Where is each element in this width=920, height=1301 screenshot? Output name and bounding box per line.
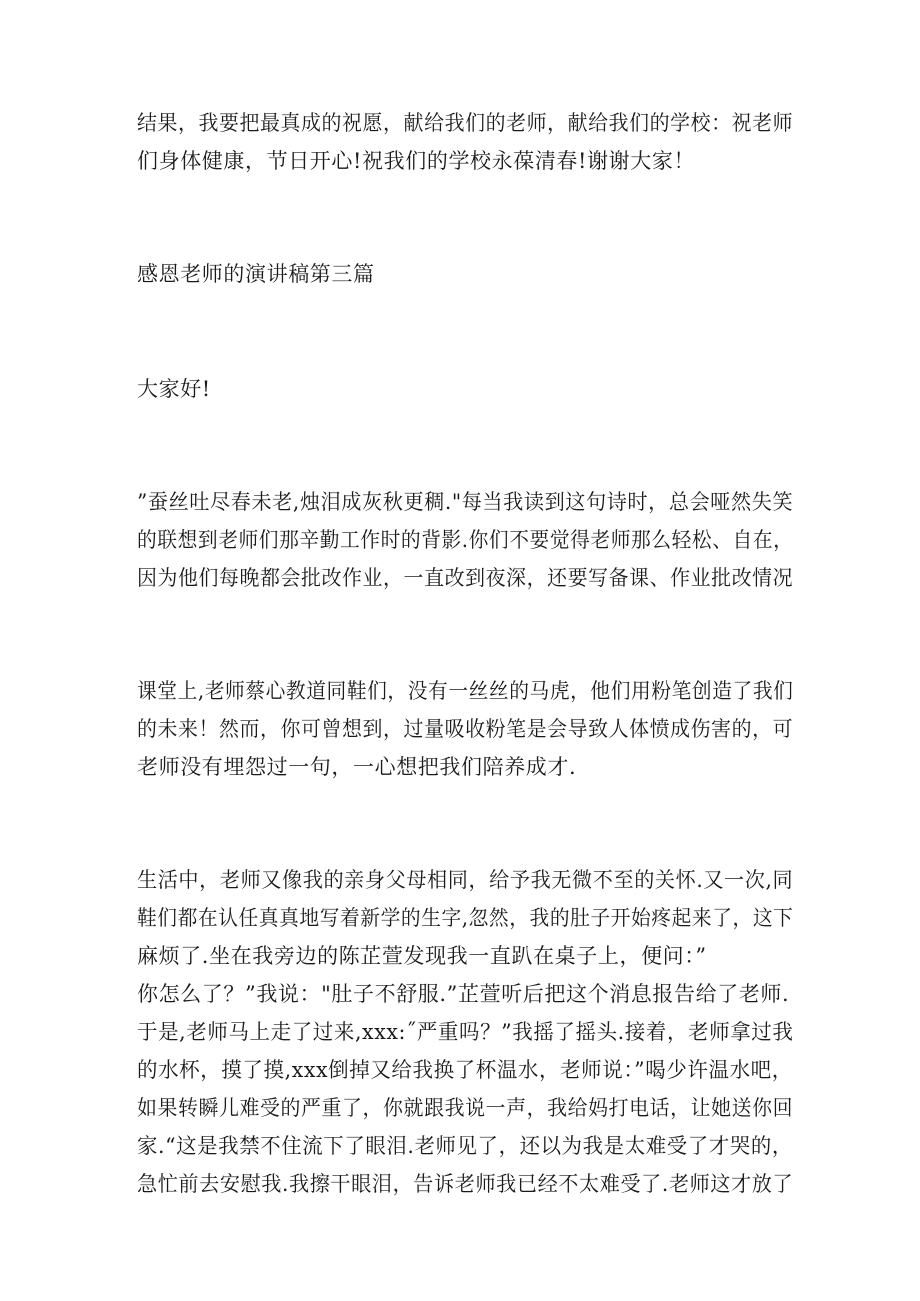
section-heading: 感恩老师的演讲稿第三篇	[137, 262, 375, 286]
text-line: 因为他们每晚都会批改作业，一直改到夜深，还要写备课、作业批改情况	[137, 566, 794, 590]
text-line: 的未来！然而，你可曾想到，过量吸收粉笔是会导致人体愤成伤害的，可	[137, 717, 794, 741]
text-line: 课堂上,老师蔡心教道同鞋们，没有一丝丝的马虎，他们用粉笔创造了我们	[137, 679, 794, 703]
greeting: 大家好!	[137, 377, 211, 401]
text-line: 老师没有埋怨过一句，一心想把我们陪养成才.	[137, 755, 577, 779]
text-line: 家.“这是我禁不住流下了眼泪.老师见了，还以为我是太难受了才哭的，	[137, 1134, 793, 1158]
text-line: 如果转瞬儿难受的严重了，你就跟我说一声，我给妈打电话，让她送你回	[137, 1096, 794, 1120]
text-line: 急忙前去安慰我.我擦干眼泪，告诉老师我已经不太难受了.老师这才放了	[137, 1172, 794, 1196]
text-line: 你怎么了？”我说："肚子不舒服.”芷萱听后把这个消息报告给了老师.	[137, 982, 790, 1006]
text-line: 于是,老师马上走了过来,xxx:˝严重吗？”我摇了摇头.接着，老师拿过我	[137, 1020, 794, 1044]
text-line: 鞋们都在认任真真地写着新学的生字,忽然，我的肚子开始疼起来了，这下	[137, 906, 794, 930]
text-line: 麻烦了.坐在我旁边的陈芷萱发现我一直趴在桌子上，便问：”	[137, 944, 707, 968]
text-line: 的水杯，摸了摸,xxx倒掉又给我换了杯温水，老师说：”喝少许温水吧，	[137, 1058, 793, 1082]
text-line: 们身体健康，节日开心!祝我们的学校永葆清春!谢谢大家！	[137, 149, 696, 173]
text-line: 的联想到老师们那辛勤工作时的背影.你们不要觉得老师那么轻松、自在，	[137, 528, 794, 552]
text-line: 生活中，老师又像我的亲身父母相同，给予我无微不至的关怀.又一次,同	[137, 868, 794, 892]
text-line: 结果，我要把最真成的祝愿，献给我们的老师，献给我们的学校：祝老师	[137, 111, 794, 135]
text-line: ”蚕丝吐尽春未老,烛泪成灰秋更稠."每当我读到这句诗时，总会哑然失笑	[137, 490, 794, 514]
